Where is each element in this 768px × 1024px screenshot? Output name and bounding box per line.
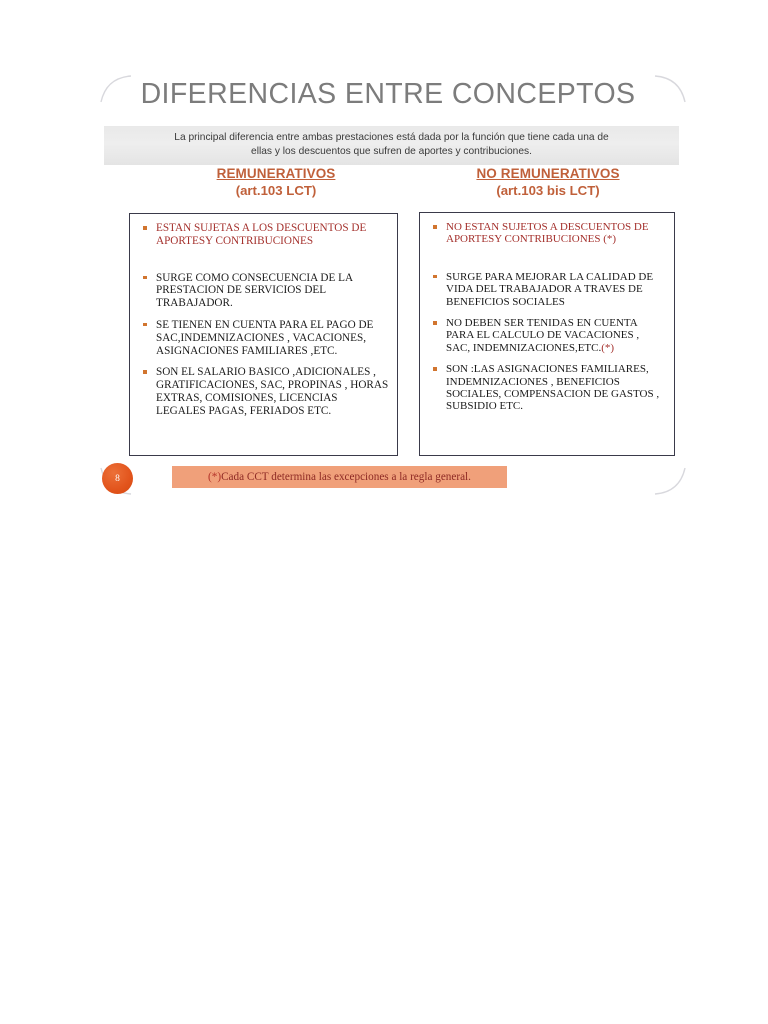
column-heading-remunerativos bbox=[150, 166, 402, 198]
list-item: NO DEBEN SER TENIDAS EN CUENTA PARA EL CALCULO DE VACACIONES , SAC, INDEMNIZACIONES,ETC.(*) bbox=[426, 317, 666, 354]
intro-banner bbox=[104, 126, 679, 165]
page-number-label: 8 bbox=[115, 473, 120, 484]
list-item: SURGE PARA MEJORAR LA CALIDAD DE VIDA DEL TRABAJADOR A TRAVES DE BENEFICIOS SOCIALES bbox=[426, 271, 666, 308]
corner-arc-icon bbox=[653, 74, 687, 104]
content-box-remunerativos bbox=[129, 213, 398, 456]
list-item: SON :LAS ASIGNACIONES FAMILIARES, INDEMNIZACIONES , BENEFICIOS SOCIALES, COMPENSACION DE GASTOS , SUBSIDIO ETC. bbox=[426, 363, 666, 413]
footnote-text: Cada CCT determina las excepciones a la regla general. bbox=[221, 471, 471, 483]
column-heading-no-remunerativos bbox=[420, 166, 676, 198]
footnote-banner bbox=[172, 466, 507, 488]
footnote-marker: (*) bbox=[208, 471, 222, 483]
bullet-list bbox=[136, 222, 389, 418]
intro-line-1: La principal diferencia entre ambas prestaciones está dada por la función que tiene cada una de bbox=[174, 132, 609, 143]
page-title: DIFERENCIAS ENTRE CONCEPTOS bbox=[140, 78, 636, 110]
bullet-list bbox=[426, 221, 666, 413]
list-item: SURGE COMO CONSECUENCIA DE LA PRESTACION DE SERVICIOS DEL TRABAJADOR. bbox=[136, 272, 389, 310]
asterisk-marker: (*) bbox=[601, 341, 615, 354]
list-item: SON EL SALARIO BASICO ,ADICIONALES , GRATIFICACIONES, SAC, PROPINAS , HORAS EXTRAS, COMISIONES, LICENCIAS LEGALES PAGAS, FERIADOS ETC. bbox=[136, 366, 389, 417]
page-number-badge bbox=[102, 463, 133, 494]
column-subheading-label: (art.103 LCT) bbox=[235, 183, 317, 198]
content-box-no-remunerativos bbox=[419, 212, 675, 456]
list-item: ESTAN SUJETAS A LOS DESCUENTOS DE APORTESY CONTRIBUCIONES bbox=[136, 222, 389, 248]
corner-arc-icon bbox=[653, 466, 687, 496]
list-item: SE TIENEN EN CUENTA PARA EL PAGO DE SAC,INDEMNIZACIONES , VACACIONES, ASIGNACIONES FAMILIARES ,ETC. bbox=[136, 319, 389, 357]
column-heading-label: REMUNERATIVOS bbox=[216, 166, 336, 181]
column-heading-label: NO REMUNERATIVOS bbox=[476, 166, 620, 181]
intro-line-2: ellas y los descuentos que sufren de aportes y contribuciones. bbox=[251, 146, 532, 157]
column-subheading-label: (art.103 bis LCT) bbox=[496, 183, 600, 198]
list-item: NO ESTAN SUJETOS A DESCUENTOS DE APORTESY CONTRIBUCIONES (*) bbox=[426, 221, 666, 246]
